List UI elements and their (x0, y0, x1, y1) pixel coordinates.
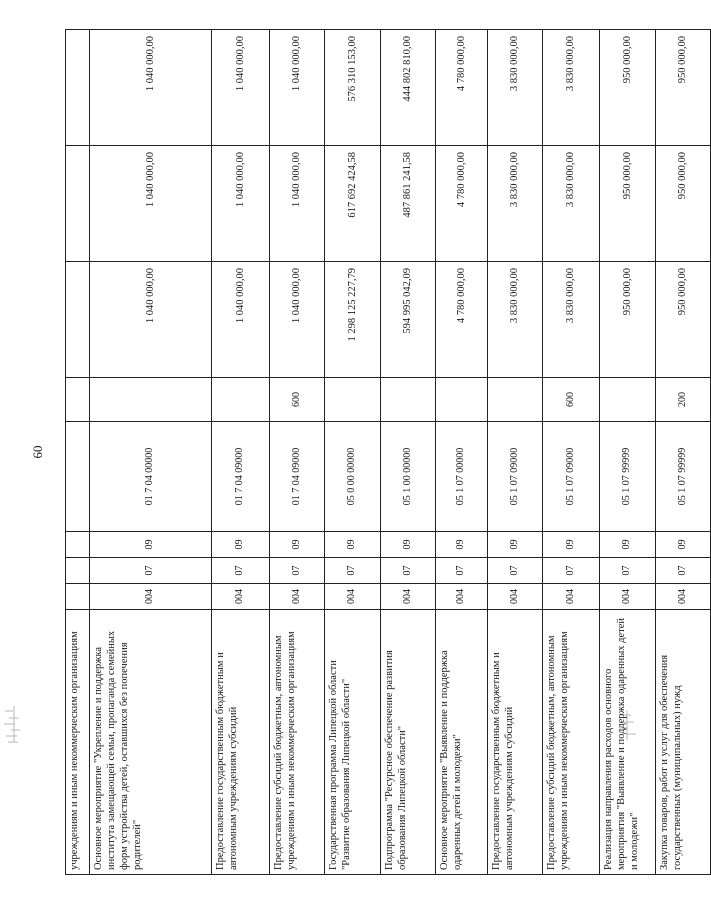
target-article-cell: 05 1 07 09000 (488, 422, 543, 532)
amount-year-1-cell: 1 040 000,00 (270, 262, 325, 378)
target-article-cell: 05 1 07 99999 (600, 422, 656, 532)
amount-year-3-cell (66, 30, 90, 146)
budget-table (65, 29, 711, 875)
expense-type-cell (325, 378, 381, 422)
subsection-code-cell: 09 (270, 532, 325, 558)
target-article-cell: 01 7 04 09000 (270, 422, 325, 532)
admin-code-cell: 004 (436, 584, 488, 610)
table-row (90, 30, 212, 875)
subsection-code-cell: 09 (543, 532, 600, 558)
row-name-cell: Закупка товаров, работ и услуг для обеспечения государственных (муниципальных) нужд (656, 610, 711, 875)
amount-year-2-cell: 617 692 424,58 (325, 146, 381, 262)
target-article-cell (66, 422, 90, 532)
expense-type-cell: 600 (270, 378, 325, 422)
row-name-cell: Основное мероприятие "Выявление и поддержка одаренных детей и молодежи" (436, 610, 488, 875)
table-row (436, 30, 488, 875)
subsection-code-cell: 09 (381, 532, 436, 558)
table-row (543, 30, 600, 875)
admin-code-cell: 004 (381, 584, 436, 610)
amount-year-3-cell: 1 040 000,00 (212, 30, 270, 146)
expense-type-cell (381, 378, 436, 422)
section-code-cell (66, 558, 90, 584)
amount-year-2-cell: 3 830 000,00 (488, 146, 543, 262)
amount-year-2-cell: 1 040 000,00 (90, 146, 212, 262)
budget-table-container (65, 30, 689, 875)
amount-year-3-cell: 1 040 000,00 (90, 30, 212, 146)
target-article-cell: 05 1 07 99999 (656, 422, 711, 532)
row-name-cell: Предоставление субсидий бюджетным, автономным учреждениям и иным некоммерческим организациям (270, 610, 325, 875)
subsection-code-cell: 09 (600, 532, 656, 558)
target-article-cell: 01 7 04 00000 (90, 422, 212, 532)
subsection-code-cell: 09 (436, 532, 488, 558)
amount-year-3-cell: 950 000,00 (656, 30, 711, 146)
section-code-cell: 07 (656, 558, 711, 584)
amount-year-3-cell: 1 040 000,00 (270, 30, 325, 146)
expense-type-cell (436, 378, 488, 422)
subsection-code-cell: 09 (325, 532, 381, 558)
section-code-cell: 07 (600, 558, 656, 584)
row-name-cell: Предоставление государственным бюджетным и автономным учреждениям субсидий (212, 610, 270, 875)
admin-code-cell: 004 (212, 584, 270, 610)
table-row (325, 30, 381, 875)
section-code-cell: 07 (381, 558, 436, 584)
page-number: 60 (30, 445, 45, 459)
admin-code-cell: 004 (270, 584, 325, 610)
expense-type-cell (212, 378, 270, 422)
expense-type-cell (488, 378, 543, 422)
row-name-cell: Основное мероприятие "Укрепление и поддержка института замещающей семьи, пропаганда семейных форм устройства детей, оставшихся без попечения родителей" (90, 610, 212, 875)
admin-code-cell: 004 (600, 584, 656, 610)
amount-year-3-cell: 444 802 810,00 (381, 30, 436, 146)
amount-year-2-cell: 1 040 000,00 (212, 146, 270, 262)
admin-code-cell: 004 (488, 584, 543, 610)
amount-year-1-cell: 950 000,00 (600, 262, 656, 378)
table-row (270, 30, 325, 875)
expense-type-cell (90, 378, 212, 422)
amount-year-2-cell (66, 146, 90, 262)
table-row (656, 30, 711, 875)
admin-code-cell: 004 (656, 584, 711, 610)
amount-year-2-cell: 950 000,00 (600, 146, 656, 262)
expense-type-cell: 600 (543, 378, 600, 422)
amount-year-2-cell: 950 000,00 (656, 146, 711, 262)
admin-code-cell: 004 (543, 584, 600, 610)
expense-type-cell (66, 378, 90, 422)
section-code-cell: 07 (212, 558, 270, 584)
amount-year-3-cell: 3 830 000,00 (543, 30, 600, 146)
row-name-cell: Реализация направления расходов основного мероприятия "Выявление и поддержка одаренных детей и молодежи" (600, 610, 656, 875)
table-row (66, 30, 90, 875)
amount-year-2-cell: 487 861 241,58 (381, 146, 436, 262)
section-code-cell: 07 (488, 558, 543, 584)
subsection-code-cell: 09 (488, 532, 543, 558)
amount-year-1-cell: 1 298 125 227,79 (325, 262, 381, 378)
amount-year-2-cell: 4 780 000,00 (436, 146, 488, 262)
amount-year-3-cell: 4 780 000,00 (436, 30, 488, 146)
target-article-cell: 01 7 04 09000 (212, 422, 270, 532)
section-code-cell: 07 (270, 558, 325, 584)
table-row (600, 30, 656, 875)
amount-year-2-cell: 3 830 000,00 (543, 146, 600, 262)
section-code-cell: 07 (90, 558, 212, 584)
table-row (488, 30, 543, 875)
amount-year-2-cell: 1 040 000,00 (270, 146, 325, 262)
table-row (212, 30, 270, 875)
row-name-cell: Предоставление государственным бюджетным и автономным учреждениям субсидий (488, 610, 543, 875)
amount-year-1-cell: 950 000,00 (656, 262, 711, 378)
amount-year-1-cell: 3 830 000,00 (488, 262, 543, 378)
amount-year-1-cell: 3 830 000,00 (543, 262, 600, 378)
amount-year-3-cell: 576 310 153,00 (325, 30, 381, 146)
admin-code-cell (66, 584, 90, 610)
admin-code-cell: 004 (90, 584, 212, 610)
target-article-cell: 05 0 00 00000 (325, 422, 381, 532)
subsection-code-cell: 09 (656, 532, 711, 558)
target-article-cell: 05 1 00 00000 (381, 422, 436, 532)
subsection-code-cell (66, 532, 90, 558)
amount-year-1-cell: 4 780 000,00 (436, 262, 488, 378)
amount-year-1-cell: 1 040 000,00 (212, 262, 270, 378)
subsection-code-cell: 09 (212, 532, 270, 558)
row-name-cell: Предоставление субсидий бюджетным, автономным учреждениям и иным некоммерческим организациям (543, 610, 600, 875)
row-name-cell: Государственная программа Липецкой области "Развитие образования Липецкой области" (325, 610, 381, 875)
row-name-cell: Подпрограмма "Ресурсное обеспечение развития образования Липецкой области" (381, 610, 436, 875)
admin-code-cell: 004 (325, 584, 381, 610)
amount-year-1-cell: 594 995 042,09 (381, 262, 436, 378)
section-code-cell: 07 (325, 558, 381, 584)
amount-year-1-cell (66, 262, 90, 378)
amount-year-3-cell: 3 830 000,00 (488, 30, 543, 146)
subsection-code-cell: 09 (90, 532, 212, 558)
amount-year-3-cell: 950 000,00 (600, 30, 656, 146)
row-name-cell: учреждениям и иным некоммерческим организациям (66, 610, 90, 875)
expense-type-cell: 200 (656, 378, 711, 422)
section-code-cell: 07 (436, 558, 488, 584)
target-article-cell: 05 1 07 00000 (436, 422, 488, 532)
budget-table-body (66, 30, 711, 875)
target-article-cell: 05 1 07 09000 (543, 422, 600, 532)
table-row (381, 30, 436, 875)
section-code-cell: 07 (543, 558, 600, 584)
expense-type-cell (600, 378, 656, 422)
amount-year-1-cell: 1 040 000,00 (90, 262, 212, 378)
